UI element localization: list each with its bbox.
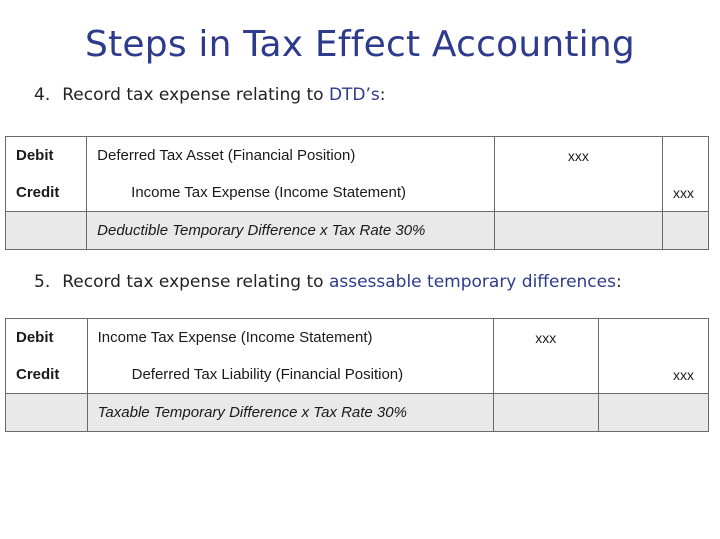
note-blank-cell <box>598 394 708 432</box>
journal-entry-table-dtl <box>5 318 709 432</box>
debit-amount <box>494 174 662 212</box>
entry-type-label: Credit <box>6 356 88 394</box>
step-5-heading <box>34 272 622 292</box>
entry-type-label: Debit <box>6 137 87 175</box>
credit-amount <box>598 319 708 357</box>
credit-amount <box>663 137 709 175</box>
entry-type-label: Credit <box>6 174 87 212</box>
credit-amount: xxx <box>598 356 708 394</box>
table-row-note <box>6 212 709 250</box>
note-blank-cell <box>6 394 88 432</box>
step-number: 5. <box>34 272 51 292</box>
calculation-note: Taxable Temporary Difference x Tax Rate 30% <box>87 394 493 432</box>
debit-amount: xxx <box>493 319 598 357</box>
account-name: Deferred Tax Liability (Financial Position) <box>87 356 493 394</box>
note-blank-cell <box>663 212 709 250</box>
step-4-heading <box>34 85 386 105</box>
table-row-credit <box>6 356 709 394</box>
step-suffix: : <box>615 272 622 292</box>
journal-entry-table-dta <box>5 136 709 250</box>
account-name: Deferred Tax Asset (Financial Position) <box>87 137 495 175</box>
step-highlight: assessable temporary differences <box>328 272 616 292</box>
step-highlight: DTD’s <box>328 85 380 105</box>
note-blank-cell <box>494 212 662 250</box>
step-suffix: : <box>379 85 386 105</box>
step-number: 4. <box>34 85 51 105</box>
credit-amount: xxx <box>663 174 709 212</box>
table-row-debit <box>6 319 709 357</box>
step-text: Record tax expense relating to <box>62 85 329 105</box>
table-row-debit <box>6 137 709 175</box>
account-name: Income Tax Expense (Income Statement) <box>87 319 493 357</box>
entry-type-label: Debit <box>6 319 88 357</box>
calculation-note: Deductible Temporary Difference x Tax Rate 30% <box>87 212 495 250</box>
note-blank-cell <box>493 394 598 432</box>
table-row-note <box>6 394 709 432</box>
step-text: Record tax expense relating to <box>62 272 329 292</box>
table-row-credit <box>6 174 709 212</box>
note-blank-cell <box>6 212 87 250</box>
page-title: Steps in Tax Effect Accounting <box>85 24 635 65</box>
debit-amount: xxx <box>494 137 662 175</box>
account-name: Income Tax Expense (Income Statement) <box>87 174 495 212</box>
debit-amount <box>493 356 598 394</box>
